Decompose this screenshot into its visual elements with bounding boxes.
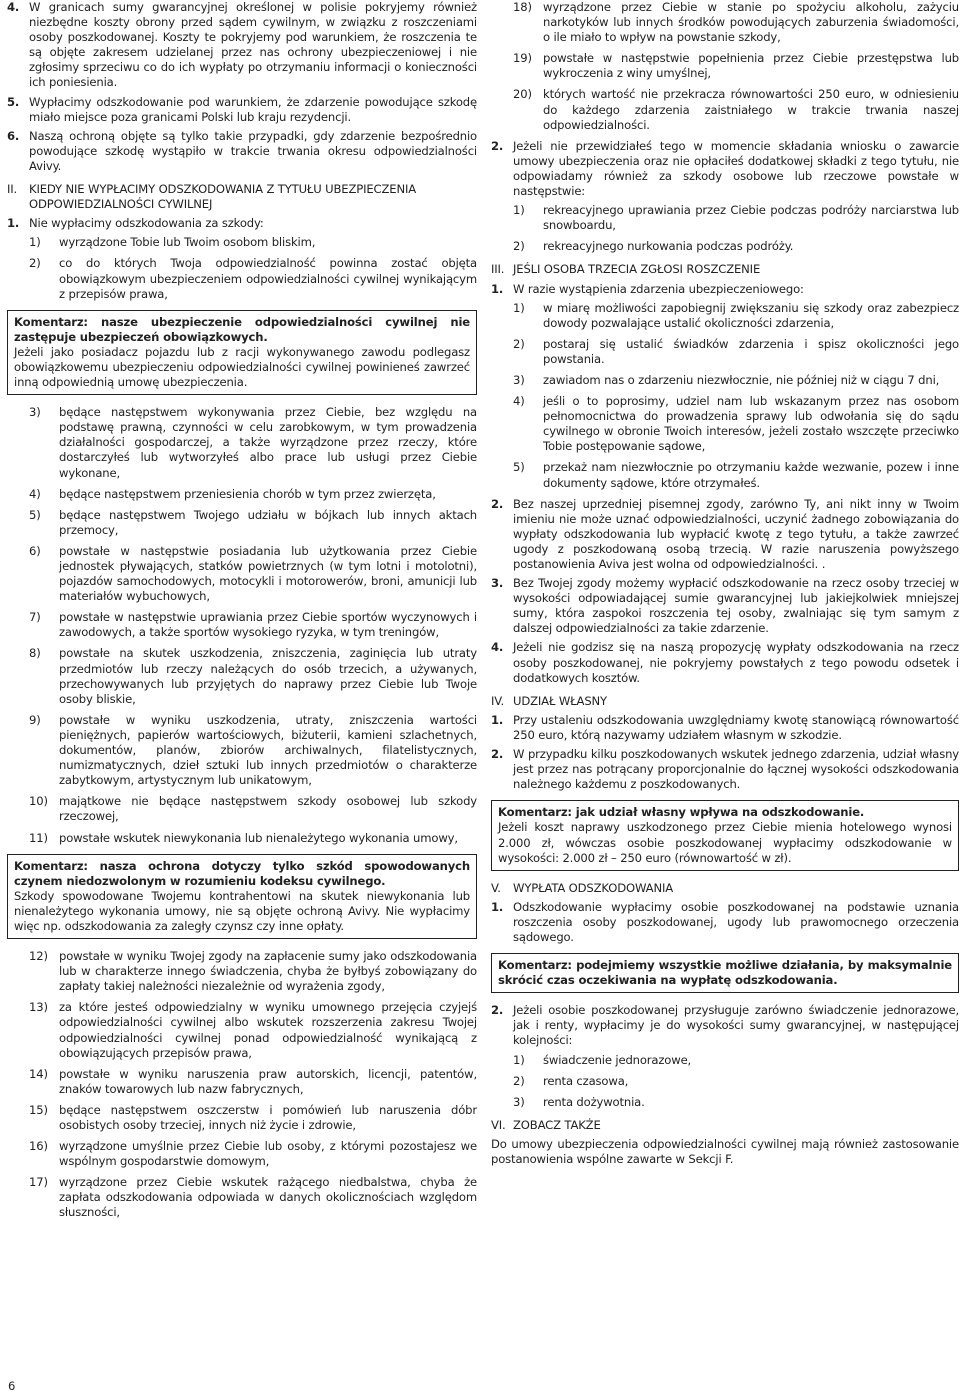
list-item-text: będące następstwem przeniesienia chorób w tym przez zwierzęta, <box>59 486 436 501</box>
list-item-marker: 8) <box>29 646 41 661</box>
clause-2-2: 2. Jeżeli nie przewidziałeś tego w momencie składania wniosku o zawarcie umowy ubezpieczenia oraz nie opłaciłeś dodatkowej składki z tego tytułu, nie odpowiadamy również za szkody osobowe lub rzeczowe powstałe w następstwie: <box>491 138 959 199</box>
numbered-clause <box>7 129 477 174</box>
list-item-text: powstałe w wyniku uszkodzenia, utraty, zniszczenia wartości pieniężnych, papierów wartościowych, biżuterii, kamieni szlachetnych, dokumentów, planów, zbiorów archiwalnych, filatelistycznych, numizmatycznych, dzieł sztuki lub innych przedmiotów o charakterze zabytkowym, artystycznym lub unikatowym, <box>59 712 477 788</box>
list-item-marker: 13) <box>29 1000 48 1015</box>
clause-text: Bez Twojej zgody możemy wypłacić odszkodowanie na rzecz osoby trzeciej w wysokości odpowiadającej sumie gwarancyjnej lub jakiejkolwiek mniejszej sumy, która zaspokoi roszczenia tej osoby, zwalniając się tym samym z dalszej odpowiedzialności za takie zdarzenie. <box>513 576 959 636</box>
list-item <box>29 1175 477 1220</box>
clause-text: Przy ustaleniu odszkodowania uwzględniamy kwotę stanowiącą równowartość 250 euro, którą nazywamy udziałem własnym w szkodzie. <box>513 712 959 742</box>
numbered-clause <box>7 95 477 125</box>
list-item-text: rekreacyjnego uprawiania przez Ciebie podczas podróży narciarstwa lub snowboardu, <box>543 203 959 233</box>
list-item-text: będące następstwem oszczerstw i pomówień lub naruszenia dóbr osobistych osoby trzeciej, innych niż życie i zdrowie, <box>59 1102 477 1132</box>
list-item-text: renta czasowa, <box>543 1073 629 1088</box>
clause-number: 4. <box>7 0 20 14</box>
list-item-marker: 9) <box>29 712 41 727</box>
list-item <box>29 794 477 824</box>
clause-number: 1. <box>491 712 504 727</box>
list-item-text: wyrządzone przez Ciebie w stanie po spożyciu alkoholu, zażyciu narkotyków lub innych środków powodujących zaburzenia świadomości, o ile miało to wpływ na powstanie szkody, <box>543 0 959 45</box>
list-item-marker: 7) <box>29 610 41 625</box>
numbered-clause <box>7 0 477 91</box>
clause-2-1: 1. Nie wypłacimy odszkodowania za szkody: <box>7 216 264 231</box>
exclusions-list-c <box>7 949 477 1221</box>
list-item-text: w miarę możliwości zapobiegnij zwiększaniu się szkody oraz zabezpiecz dowody pozwalające ustalić okoliczności zdarzenia, <box>543 300 959 330</box>
list-item <box>29 1000 477 1060</box>
list-item <box>513 1074 959 1089</box>
list-item-text: będące następstwem wykonywania przez Ciebie, bez względu na podstawę prawną, czynności w celu zarobkowym, w tym prowadzenia działalności gospodarczej, a także wyrządzone przez rzeczy, które dostarczyłeś lub wytworzyłeś albo prace lub usługi przez Ciebie wykonane, <box>59 405 477 480</box>
section-6-heading: VI. ZOBACZ TAKŻE <box>491 1118 959 1133</box>
list-item-text: powstałe w następstwie posiadania lub użytkowania przez Ciebie jednostek pływających, statków powietrznych (w tym lotni i motolotni), pojazdów samochodowych, motocykli i motorowerów, broni, amunicji lub materiałów wybuchowych, <box>59 543 477 604</box>
list-item-text: co do których Twoja odpowiedzialność powinna zostać objęta obowiązkowym ubezpieczeniem odpowiedzialności cywilnej wynikającym z przepisów prawa, <box>59 256 477 301</box>
list-item-marker: 2) <box>513 239 525 254</box>
clause-text: Bez naszej uprzedniej pisemnej zgody, zarówno Ty, ani nikt inny w Twoim imieniu nie może uznać odpowiedzialności, uczynić żadnego zobowiązania do wypłaty odszkodowania lub wypłacić kwotę z tego tytułu, a także zawrzeć ugody z poszkodowaną osobą trzecią. W razie naruszenia powyższego postanowienia Aviva jest wolna od odpowiedzialności. . <box>513 496 959 571</box>
comment-box-deductible: Komentarz: jak udział własny wpływa na odszkodowanie. Jeżeli koszt naprawy uszkodzonego przez Ciebie mienia hotelowego wynosi 2.000 zł, wówczas osobie poszkodowanej wypłacimy odszkodowanie w wysokości: 2.000 zł – 250 euro (równowartość w zł). <box>491 800 959 870</box>
claim-steps-list <box>491 301 959 491</box>
exclusions-list-e <box>491 203 959 254</box>
section-3-title: JEŚLI OSOBA TRZECIA ZGŁOSI ROSZCZENIE <box>513 262 761 277</box>
left-column <box>7 0 477 1227</box>
list-item-marker: 3) <box>29 405 41 420</box>
list-item <box>513 373 959 388</box>
list-item <box>513 301 959 331</box>
list-item-text: powstałe w wyniku Twojej zgody na zapłacenie sumy jako odszkodowania lub w charakterze innego świadczenia, chyba że byłbyś zobowiązany do zapłaty takiej należności niezależnie od wyrażenia zgody, <box>59 949 477 994</box>
list-item-marker: 1) <box>513 203 525 218</box>
section-5-title: WYPŁATA ODSZKODOWANIA <box>513 880 674 895</box>
list-item-text: jeśli o to poprosimy, udziel nam lub wskazanym przez nas osobom pełnomocnictwa do prowadzenia sprawy lub odwołania się do sądu cywilnego w obronie Twoich interesów, jeżeli zostało wszczęte przeciwko Tobie postępowanie sądowe, <box>543 394 959 454</box>
list-item <box>513 87 959 132</box>
list-item-marker: 15) <box>29 1102 48 1117</box>
section-4-title: UDZIAŁ WŁASNY <box>513 693 607 708</box>
list-item-text: renta dożywotnia. <box>543 1094 645 1109</box>
list-item-marker: 17) <box>29 1175 48 1190</box>
list-item-marker: 20) <box>513 87 532 102</box>
list-item-text: wyrządzone Tobie lub Twoim osobom bliskim, <box>59 235 316 250</box>
list-item <box>513 337 959 367</box>
clause-text: W granicach sumy gwarancyjnej określonej w polisie pokryjemy również niezbędne koszty obrony przed sądem cywilnym, w związku z roszczeniami osoby poszkodowanej. Koszty te pokryjemy pod warunkiem, że roszczenia te są objęte zakresem udzielanej przez nas ochrony ubezpieczeniowej i nie zgłosimy sprzeciwu co do ich wypłaty po otrzymaniu informacji o konieczności ich poniesienia. <box>29 0 477 90</box>
comment-box-payout-time: Komentarz: podejmiemy wszystkie możliwe działania, by maksymalnie skrócić czas oczekiwania na wypłatę odszkodowania. <box>491 953 959 993</box>
section-5-heading: V. WYPŁATA ODSZKODOWANIA <box>491 881 959 896</box>
page-number: 6 <box>8 1379 16 1393</box>
list-item-marker: 18) <box>513 0 532 14</box>
intro-clauses <box>7 0 477 174</box>
list-item-marker: 5) <box>513 460 525 475</box>
section-4-heading: IV. UDZIAŁ WŁASNY <box>491 694 959 709</box>
list-item <box>513 51 959 81</box>
list-item <box>29 646 477 706</box>
list-item <box>29 1103 477 1133</box>
numbered-clause <box>491 497 959 572</box>
clause-5-2: 2. Jeżeli osobie poszkodowanej przysługuje zarówno świadczenie jednorazowe, jak i renty, wypłacimy je do wysokości sumy gwarancyjnej, w następującej kolejności: <box>491 1003 959 1048</box>
numbered-clause <box>491 747 959 792</box>
clause-3-1: 1. W razie wystąpienia zdarzenia ubezpieczeniowego: <box>491 281 804 296</box>
list-item-text: postaraj się ustalić świadków zdarzenia i spisz okoliczności jego powstania. <box>543 336 959 366</box>
list-item <box>29 487 477 502</box>
section-2-title: KIEDY NIE WYPŁACIMY ODSZKODOWANIA Z TYTUŁU UBEZPIECZENIA ODPOWIEDZIALNOŚCI CYWILNEJ <box>29 182 417 212</box>
clause-number: 6. <box>7 128 20 143</box>
list-item-text: zawiadom nas o zdarzeniu niezwłocznie, nie później niż w ciągu 7 dni, <box>543 372 940 387</box>
clause-text: W przypadku kilku poszkodowanych wskutek jednego zdarzenia, udział własny jest przez nas potrącany proporcjonalnie do łącznej wysokości odszkodowania należnego każdemu z poszkodowanych. <box>513 747 959 792</box>
list-item-marker: 2) <box>29 256 41 271</box>
list-item-text: wyrządzone przez Ciebie wskutek rażącego niedbalstwa, chyba że zapłata odszkodowania odpowiada w danych okolicznościach względom słuszności, <box>59 1175 477 1220</box>
list-item-text: powstałe w następstwie popełnienia przez Ciebie przestępstwa lub wykroczenia z winy umyślnej, <box>543 51 959 81</box>
list-item-marker: 4) <box>29 486 41 501</box>
list-item-marker: 1) <box>513 300 525 315</box>
deductible-clauses <box>491 713 959 792</box>
claim-clauses <box>491 497 959 686</box>
see-also-text: Do umowy ubezpieczenia odpowiedzialności cywilnej mają również zastosowanie postanowienia wspólne zawarte w Sekcji F. <box>491 1136 959 1166</box>
section-3-heading: III. JEŚLI OSOBA TRZECIA ZGŁOSI ROSZCZENIE <box>491 262 959 277</box>
list-item-text: powstałe na skutek uszkodzenia, zniszczenia, zaginięcia lub utraty przedmiotów lub rzeczy należących do osób trzecich, a używanych, przechowywanych lub przyjętych do naprawy przez Ciebie lub Twoje osoby bliskie, <box>59 646 477 706</box>
list-item <box>29 235 477 250</box>
clause-5-1: 1. Odszkodowanie wypłacimy osobie poszkodowanej na podstawie uznania roszczenia osoby poszkodowanej, ugody lub prawomocnego orzeczenia sądowego. <box>491 899 959 944</box>
list-item-marker: 1) <box>513 1052 525 1067</box>
list-item-marker: 5) <box>29 507 41 522</box>
list-item <box>513 203 959 233</box>
list-item-marker: 4) <box>513 394 525 409</box>
list-item <box>513 1053 959 1068</box>
clause-text: Jeżeli nie godzisz się na naszą propozycję wypłaty odszkodowania na rzecz osoby poszkodowanej, nie pokryjemy powstałych z tego powodu odsetek i dodatkowych kosztów. <box>513 640 959 685</box>
list-item <box>29 1139 477 1169</box>
list-item-marker: 16) <box>29 1139 48 1154</box>
list-item-marker: 3) <box>513 1094 525 1109</box>
list-item-marker: 12) <box>29 949 48 964</box>
exclusions-list-b <box>7 405 477 845</box>
list-item <box>29 949 477 994</box>
clause-number: 5. <box>7 94 20 109</box>
clause-number: 4. <box>491 640 504 655</box>
list-item-marker: 2) <box>513 336 525 351</box>
numbered-clause <box>491 576 959 636</box>
section-2-heading: II. KIEDY NIE WYPŁACIMY ODSZKODOWANIA Z TYTUŁU UBEZPIECZENIA ODPOWIEDZIALNOŚCI CYWILNEJ <box>7 182 477 212</box>
list-item-text: których wartość nie przekracza równowartości 250 euro, w odniesieniu do każdego zdarzenia zaistniałego w trakcie trwania naszej odpowiedzialności. <box>543 87 959 132</box>
list-item <box>29 405 477 480</box>
list-item-marker: 6) <box>29 543 41 558</box>
list-item-marker: 2) <box>513 1073 525 1088</box>
exclusions-list-d <box>491 0 959 133</box>
list-item <box>513 394 959 454</box>
clause-text: Wypłacimy odszkodowanie pod warunkiem, że zdarzenie powodujące szkodę miało miejsce poza granicami Polski lub kraju rezydencji. <box>29 94 477 124</box>
list-item <box>29 256 477 301</box>
clause-text: Naszą ochroną objęte są tylko takie przypadki, gdy zdarzenie bezpośrednio powodujące szkodę wystąpiło w trakcie trwania okresu odpowiedzialności Avivy. <box>29 128 477 173</box>
list-item-text: powstałe wskutek niewykonania lub nienależytego wykonania umowy, <box>59 830 458 845</box>
list-item-marker: 19) <box>513 51 532 66</box>
list-item <box>513 1095 959 1110</box>
clause-number: 3. <box>491 576 504 591</box>
exclusions-list-a <box>7 235 477 301</box>
list-item-marker: 11) <box>29 830 48 845</box>
clause-number: 2. <box>491 496 504 511</box>
section-6-title: ZOBACZ TAKŻE <box>513 1117 601 1132</box>
list-item <box>29 508 477 538</box>
list-item-text: przekaż nam niezwłocznie po otrzymaniu każde wezwanie, pozew i inne dokumenty sądowe, które otrzymałeś. <box>543 460 959 490</box>
payout-order-list <box>491 1053 959 1110</box>
list-item <box>29 831 477 846</box>
numbered-clause <box>491 640 959 685</box>
right-column <box>491 0 959 1167</box>
list-item-text: będące następstwem Twojego udziału w bójkach lub innych aktach przemocy, <box>59 507 477 537</box>
list-item <box>29 544 477 604</box>
comment-box-mandatory-insurance: Komentarz: nasze ubezpieczenie odpowiedzialności cywilnej nie zastępuje ubezpieczeń obowiązkowych. Jeżeli jako posiadacz pojazdu lub z racji wykonywanego zawodu podlegasz obowiązkowemu ubezpieczeniu odpowiedzialności cywilnej powinieneś zawrzeć inną odpowiednią umowę ubezpieczenia. <box>7 310 477 395</box>
list-item-text: świadczenie jednorazowe, <box>543 1052 692 1067</box>
comment-box-tort: Komentarz: nasza ochrona dotyczy tylko szkód spowodowanych czynem niedozwolonym w rozumieniu kodeksu cywilnego. Szkody spowodowane Twojemu kontrahentowi na skutek niewykonania lub nienależytego wykonania umowy, nie są objęte ochroną Avivy. Nie wypłacimy więc np. odszkodowania za zaległy czynsz czy inne opłaty. <box>7 854 477 939</box>
list-item <box>513 460 959 490</box>
list-item <box>29 1067 477 1097</box>
list-item-marker: 10) <box>29 794 48 809</box>
list-item-text: rekreacyjnego nurkowania podczas podróży. <box>543 239 794 254</box>
list-item <box>513 239 959 254</box>
list-item <box>29 713 477 788</box>
list-item-marker: 3) <box>513 372 525 387</box>
list-item-marker: 14) <box>29 1066 48 1081</box>
list-item <box>29 610 477 640</box>
list-item-text: wyrządzone umyślnie przez Ciebie lub osoby, z którymi pozostajesz we wspólnym gospodarstwie domowym, <box>59 1139 477 1169</box>
list-item-text: powstałe w następstwie uprawiania przez Ciebie sportów wyczynowych i zawodowych, a także sportów wysokiego ryzyka, w tym treningów, <box>59 610 477 640</box>
list-item-text: za które jesteś odpowiedzialny w wyniku umownego przejęcia czyjejś odpowiedzialności cywilnej albo wskutek rozszerzenia zakresu Twojej odpowiedzialności cywilnej ponad odpowiedzialność wynikającą z obowiązujących przepisów prawa, <box>59 1000 477 1060</box>
list-item <box>513 0 959 45</box>
clause-number: 2. <box>491 747 504 762</box>
list-item-marker: 1) <box>29 235 41 250</box>
list-item-text: powstałe w wyniku naruszenia praw autorskich, licencji, patentów, znaków towarowych lub nazw fabrycznych, <box>59 1066 477 1096</box>
numbered-clause <box>491 713 959 743</box>
list-item-text: majątkowe nie będące następstwem szkody osobowej lub szkody rzeczowej, <box>59 794 477 824</box>
